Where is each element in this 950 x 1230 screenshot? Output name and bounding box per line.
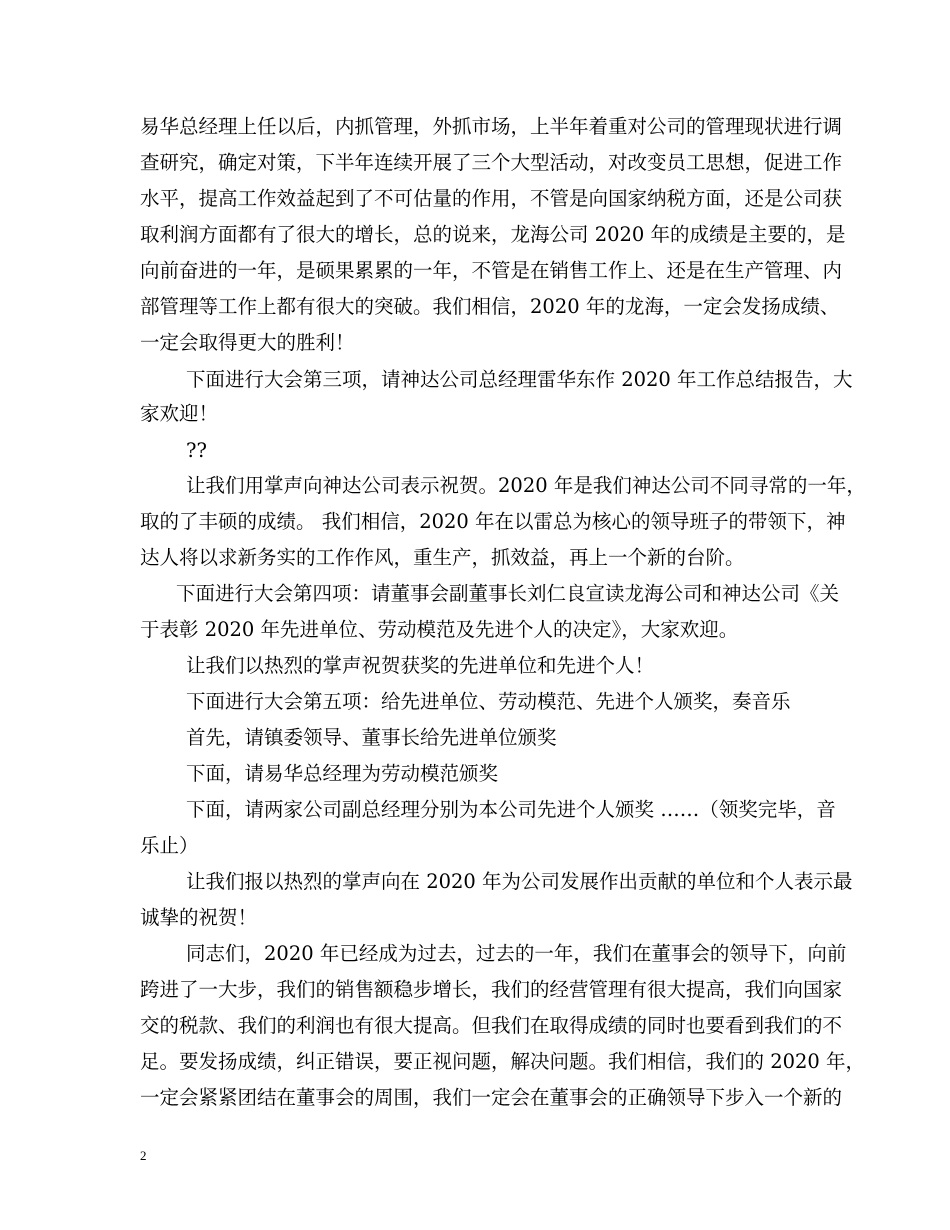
text-line: ?? [186,439,207,462]
text-line: 部管理等工作上都有很大的突破。我们相信，2020 年的龙海，一定会发扬成绩、 [140,295,840,318]
text-line: 易华总经理上任以后，内抓管理，外抓市场，上半年着重对公司的管理现状进行调 [140,115,843,138]
text-line: 同志们，2020 年已经成为过去，过去的一年，我们在董事会的领导下，向前 [186,942,847,965]
text-line: 取利润方面都有了很大的增长，总的说来，龙海公司 2020 年的成绩是主要的，是 [140,223,846,246]
text-line: 让我们用掌声向神达公司表示祝贺。2020 年是我们神达公司不同寻常的一年， [186,474,866,497]
text-line: 让我们以热烈的掌声祝贺获奖的先进单位和先进个人！ [186,654,655,677]
text-line: 查研究，确定对策，下半年连续开展了三个大型活动，对改变员工思想，促进工作 [140,151,843,174]
text-line: 交的税款、我们的利润也有很大提高。但我们在取得成绩的同时也要看到我们的不 [140,1014,843,1037]
text-line: 家欢迎！ [140,402,219,425]
text-line: 向前奋进的一年，是硕果累累的一年，不管是在销售工作上、还是在生产管理、内 [140,259,843,282]
text-line: 水平，提高工作效益起到了不可估量的作用，不管是向国家纳税方面，还是公司获 [140,187,843,210]
text-line: 下面，请易华总经理为劳动模范颁奖 [186,762,499,785]
text-line: 取的了丰硕的成绩。 我们相信，2020 年在以雷总为核心的领导班子的带领下，神 [140,510,846,533]
text-line: 下面进行大会第五项：给先进单位、劳动模范、先进个人颁奖，奏音乐 [186,690,791,713]
text-line: 首先，请镇委领导、董事长给先进单位颁奖 [186,726,557,749]
text-line: 让我们报以热烈的掌声向在 2020 年为公司发展作出贡献的单位和个人表示最 [186,870,853,893]
text-line: 跨进了一大步，我们的销售额稳步增长，我们的经营管理有很大提高，我们向国家 [140,978,843,1001]
text-line: 诚挚的祝贺！ [140,906,258,929]
text-line: 达人将以求新务实的工作作风，重生产，抓效益，再上一个新的台阶。 [140,546,745,569]
text-line: 下面进行大会第三项，请神达公司总经理雷华东作 2020 年工作总结报告，大 [186,368,853,391]
text-line: 乐止） [140,834,199,857]
page-number: 2 [140,1148,147,1163]
text-line: 于表彰 2020 年先进单位、劳动模范及先进个人的决定》，大家欢迎。 [140,618,739,641]
text-line: 下面进行大会第四项：请董事会副董事长刘仁良宣读龙海公司和神达公司《关 [176,582,840,605]
text-line: 一定会紧紧团结在董事会的周围，我们一定会在董事会的正确领导下步入一个新的 [140,1086,843,1109]
text-line: 下面，请两家公司副总经理分别为本公司先进个人颁奖 ……（领奖完毕，音 [186,798,836,821]
text-line: 足。要发扬成绩，纠正错误，要正视问题，解决问题。我们相信，我们的 2020 年， [140,1050,866,1073]
text-line: 一定会取得更大的胜利！ [140,331,355,354]
